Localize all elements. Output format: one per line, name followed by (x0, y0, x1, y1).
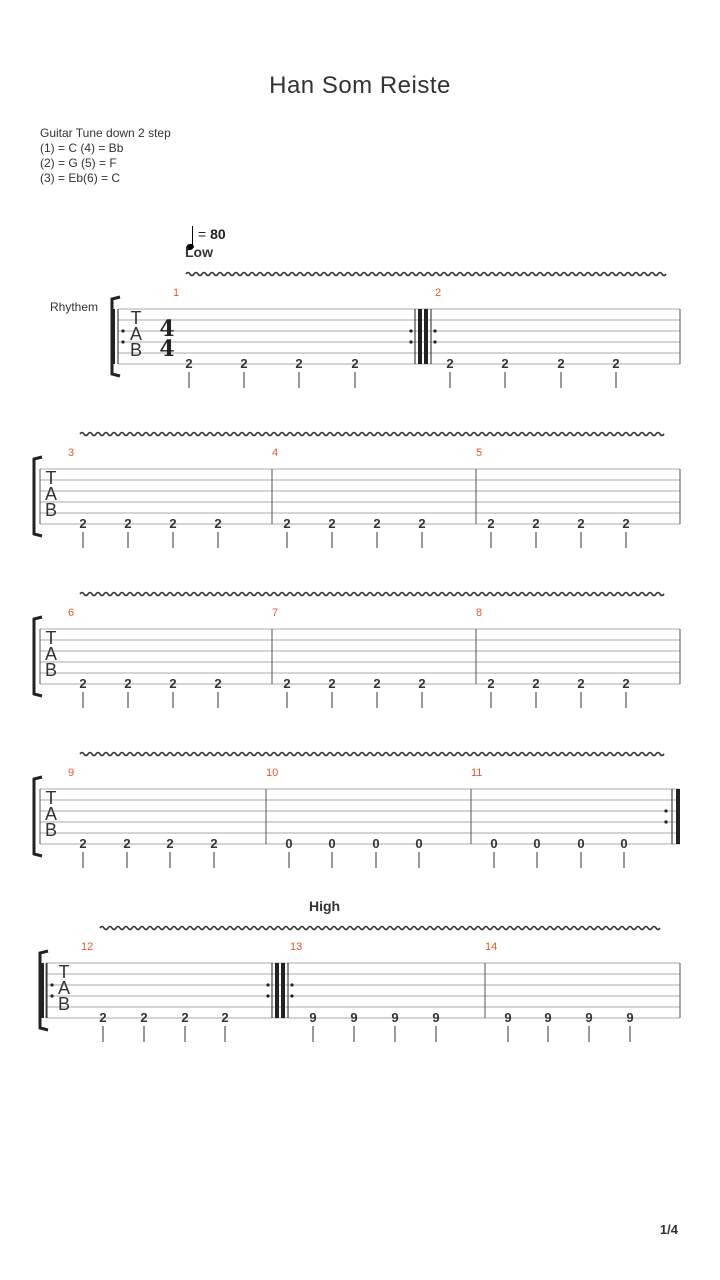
vibrato-line (80, 753, 664, 756)
repeat-dot (409, 340, 412, 343)
tab-note: 2 (373, 516, 381, 531)
tab-note: 2 (487, 516, 495, 531)
tab-note: 2 (221, 1010, 229, 1025)
page-number: 1/4 (659, 1222, 678, 1237)
tab-clef-letter: B (44, 820, 58, 840)
tab-clef-letter: T (45, 788, 57, 808)
tab-note: 9 (585, 1010, 593, 1025)
tuning-heading: Guitar Tune down 2 step (40, 126, 171, 140)
repeat-dot (50, 983, 53, 986)
barline-thick (676, 789, 680, 844)
tab-note: 9 (626, 1010, 634, 1025)
tab-clef-letter: T (45, 628, 57, 648)
measure-number: 9 (68, 767, 75, 779)
tab-note: 2 (328, 676, 336, 691)
repeat-dot (266, 983, 269, 986)
tab-clef-letter: A (44, 644, 58, 664)
tone-label-low: Low (185, 244, 213, 260)
repeat-dot (50, 994, 53, 997)
tab-note: 2 (99, 1010, 107, 1025)
time-signature-numerator: 4 (159, 316, 175, 342)
measure-number: 11 (471, 767, 483, 779)
tab-note: 0 (620, 836, 628, 851)
tab-note: 9 (504, 1010, 512, 1025)
tab-note: 2 (532, 676, 540, 691)
time-signature-denominator: 4 (159, 336, 175, 362)
tab-note: 2 (166, 836, 174, 851)
tab-clef-letter: A (57, 978, 71, 998)
barline-thick (418, 309, 422, 364)
tab-clef-letter: B (57, 994, 71, 1014)
tab-note: 0 (577, 836, 585, 851)
tab-note: 2 (169, 516, 177, 531)
tab-note: 2 (210, 836, 218, 851)
tab-clef-letter: B (44, 500, 58, 520)
vibrato-line (100, 927, 660, 930)
measure-number: 4 (272, 447, 279, 459)
repeat-dot (409, 329, 412, 332)
tab-clef-letter: T (130, 308, 142, 328)
tab-note: 2 (79, 676, 87, 691)
tab-note: 2 (295, 356, 303, 371)
repeat-dot (433, 329, 436, 332)
vibrato-line (186, 273, 666, 276)
repeat-dot (290, 994, 293, 997)
repeat-dot (664, 820, 667, 823)
barline-thick (281, 963, 285, 1018)
tab-note: 2 (283, 676, 291, 691)
tab-note: 2 (418, 516, 426, 531)
tab-note: 2 (79, 516, 87, 531)
tab-note: 2 (418, 676, 426, 691)
tab-note: 2 (577, 516, 585, 531)
tab-clef-letter: T (58, 962, 70, 982)
measure-number: 14 (485, 941, 498, 953)
tab-note: 2 (181, 1010, 189, 1025)
repeat-dot (664, 809, 667, 812)
tab-note: 2 (124, 516, 132, 531)
barline-thick (40, 963, 44, 1018)
tab-note: 2 (214, 516, 222, 531)
measure-number: 8 (476, 607, 483, 619)
measure-number: 7 (272, 607, 279, 619)
measure-number: 12 (81, 941, 94, 953)
measure-number: 13 (290, 941, 303, 953)
tab-note: 0 (372, 836, 380, 851)
measure-number: 3 (68, 447, 75, 459)
tempo-equals: = (198, 226, 207, 242)
measure-number: 6 (68, 607, 75, 619)
tab-note: 2 (577, 676, 585, 691)
tab-clef-letter: A (44, 484, 58, 504)
tab-note: 2 (328, 516, 336, 531)
tuning-line: (1) = C (4) = Bb (40, 141, 124, 155)
tab-note: 2 (214, 676, 222, 691)
vibrato-line (80, 593, 664, 596)
repeat-dot (433, 340, 436, 343)
tab-note: 2 (487, 676, 495, 691)
measure-number: 5 (476, 447, 483, 459)
tab-clef-letter: A (129, 324, 143, 344)
tab-note: 0 (490, 836, 498, 851)
tab-note: 2 (124, 676, 132, 691)
tab-note: 9 (309, 1010, 317, 1025)
tab-note: 2 (501, 356, 509, 371)
measure-number: 10 (266, 767, 279, 779)
tab-note: 2 (169, 676, 177, 691)
tab-note: 2 (185, 356, 193, 371)
tab-note: 2 (622, 516, 630, 531)
tab-note: 2 (446, 356, 454, 371)
tab-note: 9 (432, 1010, 440, 1025)
repeat-dot (121, 329, 124, 332)
tab-note: 2 (79, 836, 87, 851)
repeat-dot (290, 983, 293, 986)
tuning-line: (3) = Eb(6) = C (40, 171, 121, 185)
tab-note: 0 (533, 836, 541, 851)
tab-clef-letter: A (44, 804, 58, 824)
measure-number: 2 (435, 287, 442, 299)
tempo-value: 80 (210, 226, 226, 242)
tab-note: 2 (622, 676, 630, 691)
song-title: Han Som Reiste (269, 72, 451, 99)
tab-note: 2 (532, 516, 540, 531)
tab-clef-letter: B (44, 660, 58, 680)
tab-note: 9 (350, 1010, 358, 1025)
tab-note: 2 (123, 836, 131, 851)
tab-note: 9 (391, 1010, 399, 1025)
vibrato-line (80, 433, 664, 436)
tab-note: 0 (328, 836, 336, 851)
tab-clef-letter: T (45, 468, 57, 488)
repeat-dot (121, 340, 124, 343)
tab-note: 2 (140, 1010, 148, 1025)
tab-note: 2 (373, 676, 381, 691)
tuning-line: (2) = G (5) = F (40, 156, 117, 170)
tab-note: 9 (544, 1010, 552, 1025)
tab-note: 2 (283, 516, 291, 531)
tab-note: 2 (351, 356, 359, 371)
repeat-dot (266, 994, 269, 997)
tab-note: 0 (285, 836, 293, 851)
barline-thick (424, 309, 428, 364)
measure-number: 1 (173, 287, 180, 299)
tab-clef-letter: B (129, 340, 143, 360)
barline-thick (111, 309, 115, 364)
barline-thick (275, 963, 279, 1018)
tab-note: 2 (557, 356, 565, 371)
track-name: Rhythem (50, 300, 99, 314)
tab-note: 2 (240, 356, 248, 371)
tab-note: 2 (612, 356, 620, 371)
tone-label-high: High (309, 898, 341, 914)
tab-note: 0 (415, 836, 423, 851)
